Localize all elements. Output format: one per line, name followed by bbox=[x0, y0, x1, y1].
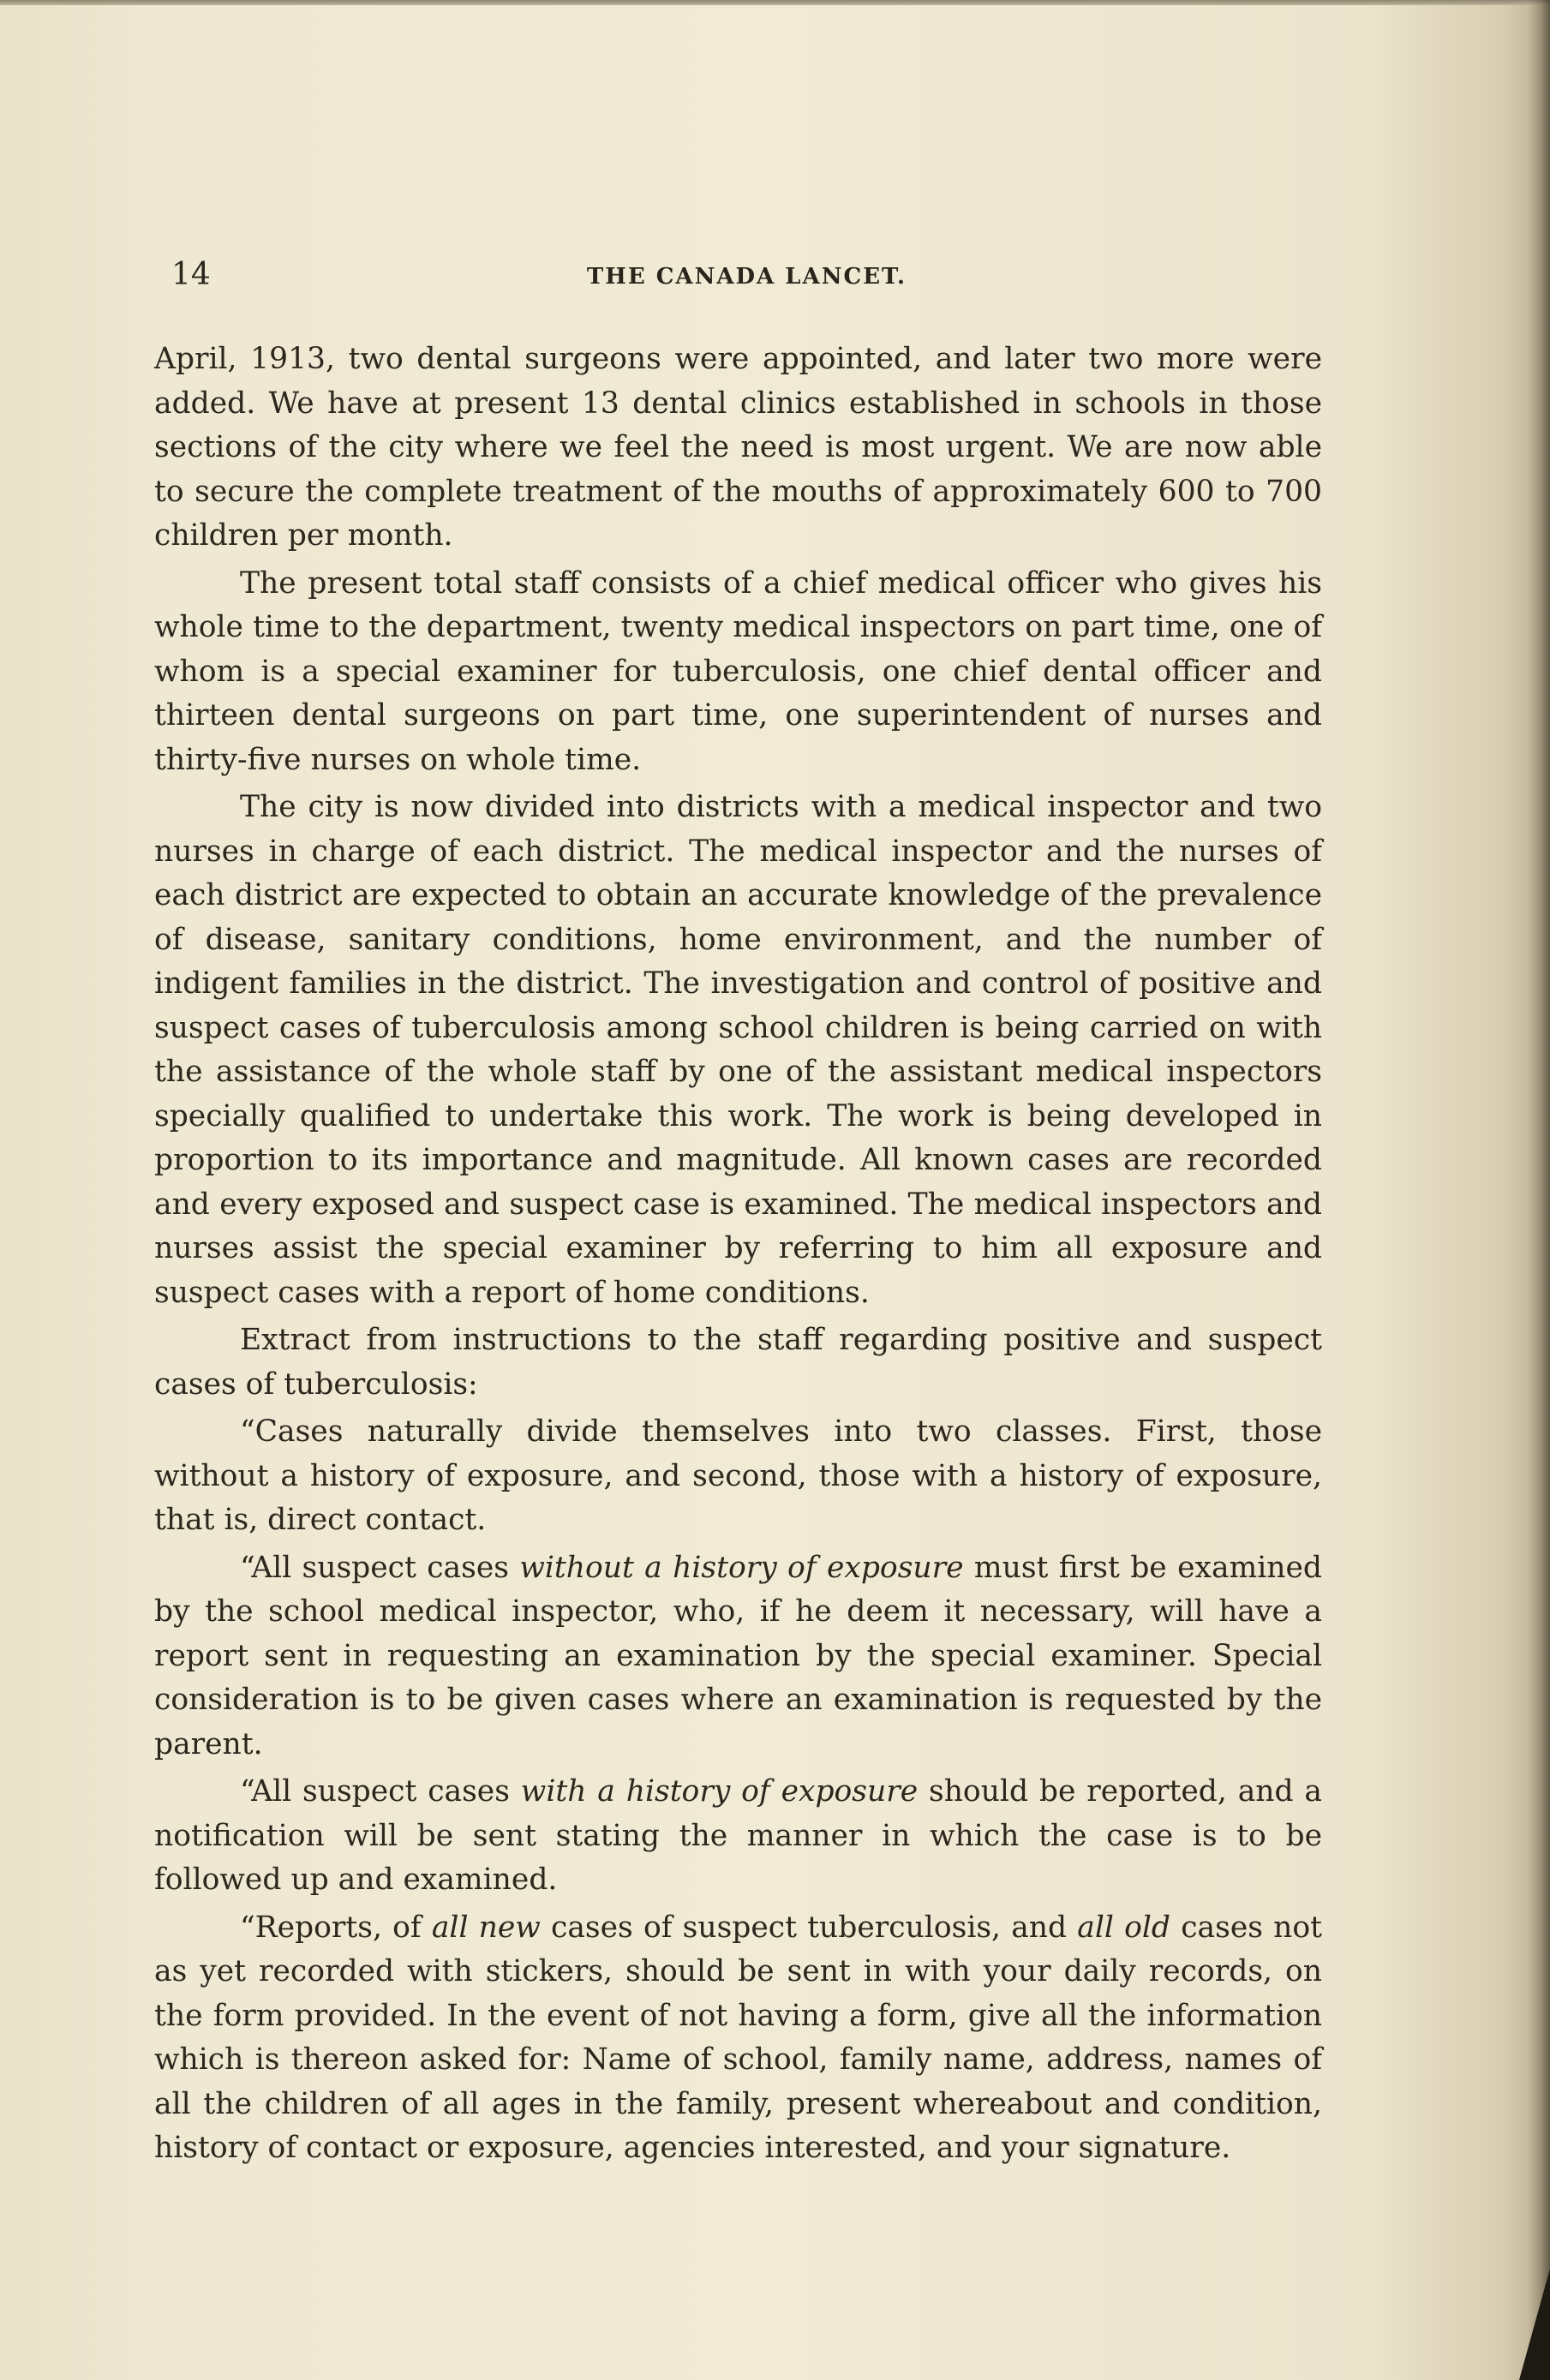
paragraph: Extract from instructions to the staff regarding positive and suspect cases of tuberculosis: bbox=[154, 1323, 1322, 1402]
italic-run: all old bbox=[1077, 1910, 1171, 1945]
text-run: should be reported, and a notification will be sent stating the manner in which the case is to be followed up and examined. bbox=[154, 1774, 1323, 1897]
page-top-edge bbox=[0, 0, 1550, 5]
text-run: cases not as yet recorded with stickers, should be sent in with your daily records, on the form provided. In the event of not having a form, give all the information which is thereon asked for: Name of school, family name, address, names of all the children of all ages in the family, present whereabout and condition, history of contact or exposure, agencies interested, and your signature. bbox=[154, 1910, 1322, 2165]
page-header bbox=[171, 257, 1322, 308]
text-run: “All suspect cases bbox=[240, 1550, 520, 1585]
running-head: THE CANADA LANCET. bbox=[586, 264, 907, 290]
italic-run: with a history of exposure bbox=[520, 1774, 919, 1809]
page-number: 14 bbox=[171, 257, 211, 292]
page-corner bbox=[1519, 2269, 1550, 2380]
paragraph: The city is now divided into districts with a medical inspector and two nurses in charge of each district. The medical inspector and the nurses of each district are expected to obtain an accurate knowledge of the prevalence of disease, sanitary conditions, home environment, and the number of indigent families in the district. The investigation and control of positive and suspect cases of tuberculosis among school children is being carried on with the assistance of the whole staff by one of the assistant medical inspectors specially qualified to undertake this work. The work is being developed in proportion to its importance and magnitude. All known cases are recorded and every exposed and suspect case is examined. The medical inspectors and nurses assist the special examiner by referring to him all exposure and suspect cases with a report of home conditions. bbox=[154, 790, 1322, 1310]
italic-run: all new bbox=[431, 1910, 541, 1945]
binding-shadow bbox=[1528, 0, 1550, 2380]
quote-paragraph bbox=[154, 1906, 1322, 2171]
italic-run: without a history of exposure bbox=[519, 1550, 964, 1585]
quote-paragraph bbox=[154, 1770, 1322, 1903]
paragraph: April, 1913, two dental surgeons were appointed, and later two more were added. We have at present 13 dental clinics established in schools in those sections of the city where we feel the need is most urgent. We are now able to secure the complete treatment of the mouths of approximately 600 to 700 children per month. bbox=[154, 342, 1322, 553]
body-text bbox=[154, 338, 1322, 2171]
text-run: “All suspect cases bbox=[240, 1774, 521, 1809]
quote-paragraph bbox=[154, 1546, 1322, 1767]
quote-paragraph: “Cases naturally divide themselves into two classes. First, those without a history of exposure, and second, those with a history of exposure, that is, direct contact. bbox=[154, 1414, 1322, 1537]
paragraph: The present total staff consists of a chief medical officer who gives his whole time to the department, twenty medical inspectors on part time, one of whom is a special examiner for tuberculosis, one chief dental officer and thirteen dental surgeons on part time, one superintendent of nurses and thirty-five nurses on whole time. bbox=[154, 565, 1322, 777]
text-run: “Reports, of bbox=[240, 1910, 432, 1945]
text-run: cases of suspect tuberculosis, and bbox=[540, 1910, 1078, 1945]
text-run: must first be examined by the school medical inspector, who, if he deem it necessary, will have a report sent in requesting an examination by the special examiner. Special consideration is to be given cases where an examination is requested by the parent. bbox=[154, 1550, 1322, 1761]
